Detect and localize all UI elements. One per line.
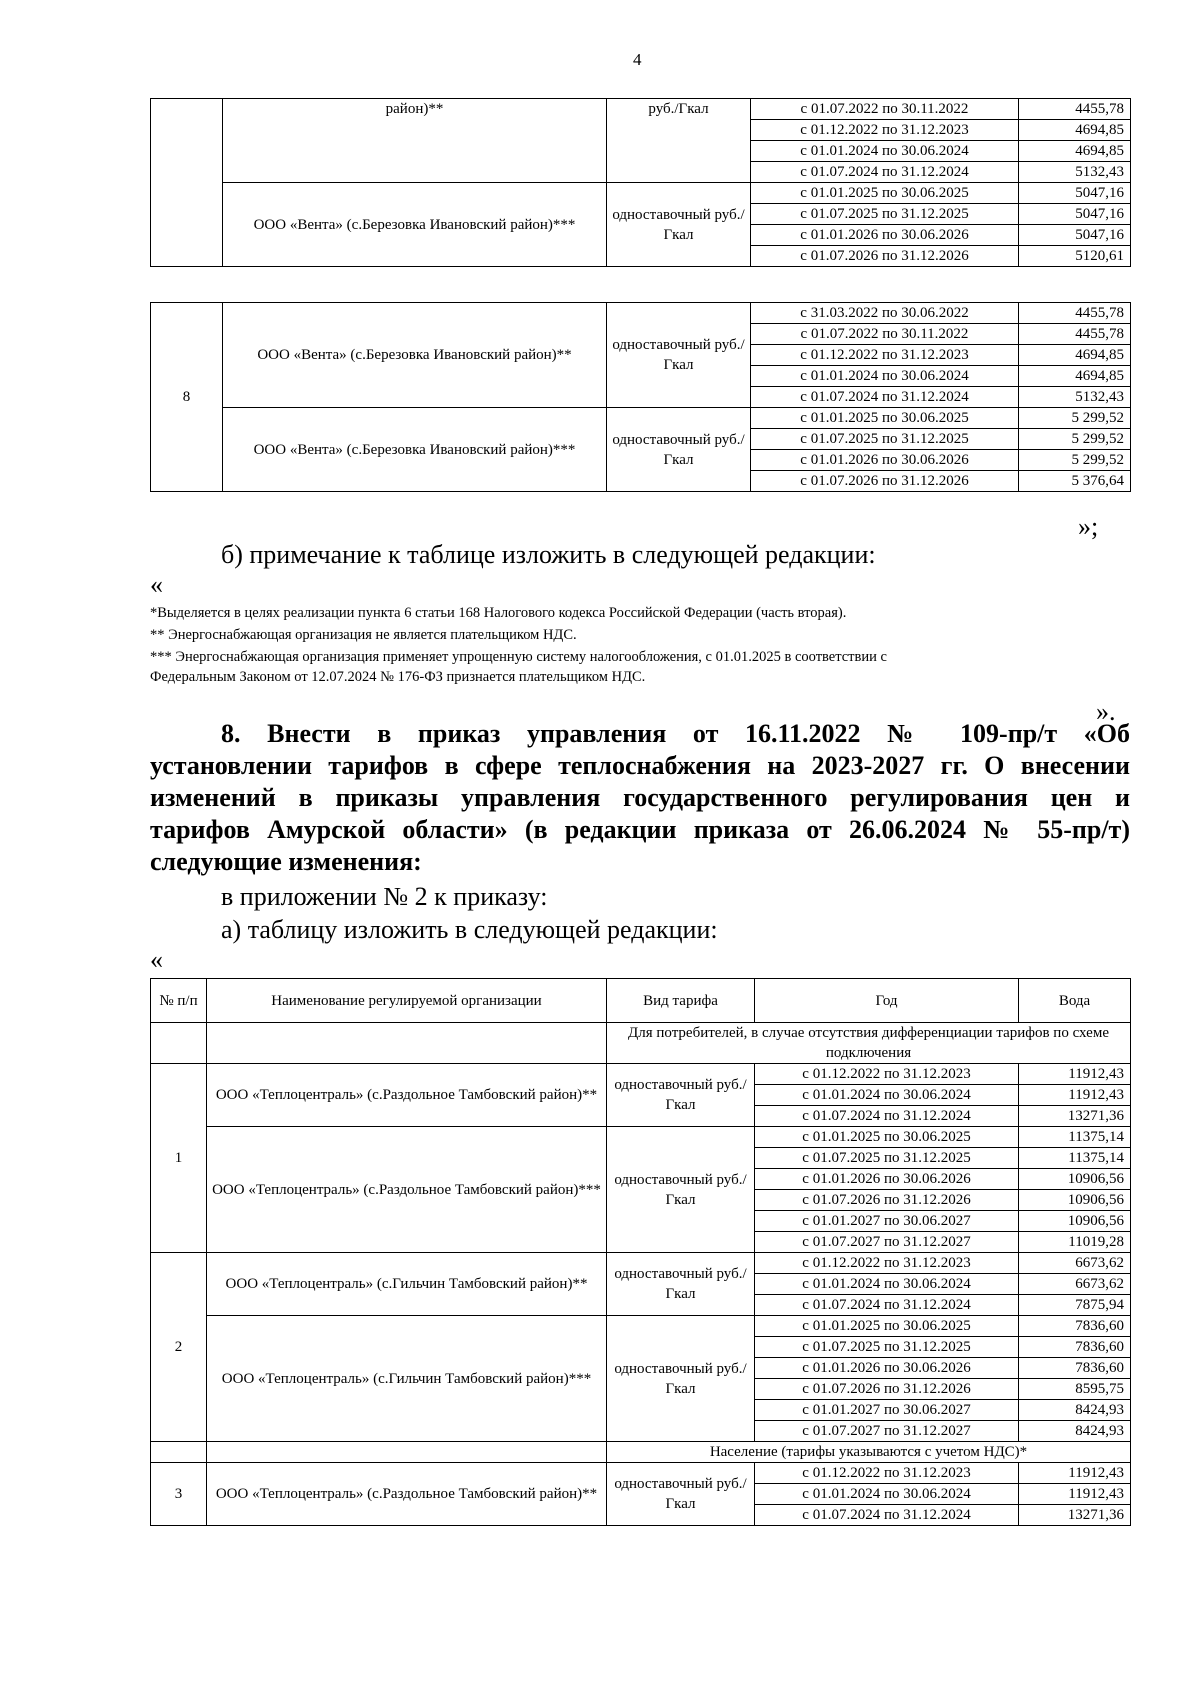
table-row: [151, 408, 1131, 429]
period: с 01.12.2022 по 31.12.2023: [755, 1253, 1019, 1274]
period: с 31.03.2022 по 30.06.2022: [751, 303, 1019, 324]
period: с 01.07.2027 по 31.12.2027: [755, 1421, 1019, 1442]
note-heading: б) примечание к таблице изложить в следующей редакции:: [221, 540, 876, 569]
tariff-type: одноставочный руб./Гкал: [607, 303, 751, 408]
period: с 01.07.2026 по 31.12.2026: [755, 1190, 1019, 1211]
period: с 01.01.2024 по 30.06.2024: [755, 1274, 1019, 1295]
tariff-value: 4694,85: [1019, 141, 1131, 162]
tariff-value: 6673,62: [1019, 1274, 1131, 1295]
tariff-type: одноставочный руб./Гкал: [607, 1316, 755, 1442]
organization-name: район)**: [223, 99, 607, 183]
period: с 01.07.2026 по 31.12.2026: [755, 1379, 1019, 1400]
tariff-value: 10906,56: [1019, 1211, 1131, 1232]
tariff-value: 7836,60: [1019, 1337, 1131, 1358]
organization-name: ООО «Теплоцентраль» (с.Раздольное Тамбовский район)***: [207, 1127, 607, 1253]
header-name: Наименование регулируемой организации: [207, 979, 607, 1023]
empty-cell: [207, 1023, 607, 1064]
tariff-value: 4455,78: [1019, 303, 1131, 324]
section-row-consumers: [151, 1023, 1131, 1064]
tariff-value: 11375,14: [1019, 1148, 1131, 1169]
tariff-type: одноставочный руб./Гкал: [607, 183, 751, 267]
para8-line-1: 8. Внести в приказ управления от 16.11.2022 № 109-пр/т «Об: [221, 719, 1130, 748]
table-line: а) таблицу изложить в следующей редакции:: [221, 915, 718, 944]
para8-line-2: установлении тарифов в сфере теплоснабжения на 2023-2027 гг. О внесении: [150, 751, 1130, 780]
tariff-value: 5 299,52: [1019, 408, 1131, 429]
tariff-value: 5120,61: [1019, 246, 1131, 267]
appendix-line: в приложении № 2 к приказу:: [221, 882, 548, 911]
tariff-value: 4694,85: [1019, 345, 1131, 366]
period: с 01.01.2025 по 30.06.2025: [755, 1316, 1019, 1337]
tariff-table-item-8: [150, 302, 1131, 492]
footnote-1: *Выделяется в целях реализации пункта 6 статьи 168 Налогового кодекса Российской Федерации (часть вторая).: [150, 605, 847, 621]
tariff-value: 11375,14: [1019, 1127, 1131, 1148]
empty-cell: [207, 1442, 607, 1463]
period: с 01.01.2027 по 30.06.2027: [755, 1400, 1019, 1421]
tariff-type: одноставочный руб./Гкал: [607, 1064, 755, 1127]
tariff-value: 5132,43: [1019, 387, 1131, 408]
period: с 01.07.2027 по 31.12.2027: [755, 1232, 1019, 1253]
tariff-value: 5047,16: [1019, 225, 1131, 246]
tariff-value: 11912,43: [1019, 1463, 1131, 1484]
organization-name: ООО «Теплоцентраль» (с.Раздольное Тамбовский район)**: [207, 1463, 607, 1526]
tariff-value: 10906,56: [1019, 1190, 1131, 1211]
closing-quote-2: ».: [1096, 697, 1116, 726]
period: с 01.07.2026 по 31.12.2026: [751, 246, 1019, 267]
table-row: [151, 1253, 1131, 1274]
empty-cell: [151, 1442, 207, 1463]
tariff-value: 5 376,64: [1019, 471, 1131, 492]
tariff-value: 8595,75: [1019, 1379, 1131, 1400]
period: с 01.01.2027 по 30.06.2027: [755, 1211, 1019, 1232]
row-number: [151, 99, 223, 267]
para8-line-5: следующие изменения:: [150, 847, 422, 876]
tariff-value: 6673,62: [1019, 1253, 1131, 1274]
table-row: [151, 303, 1131, 324]
period: с 01.01.2025 по 30.06.2025: [751, 183, 1019, 204]
table-row: [151, 99, 1131, 120]
tariff-value: 4455,78: [1019, 324, 1131, 345]
period: с 01.07.2022 по 30.11.2022: [751, 99, 1019, 120]
section-consumers: Для потребителей, в случае отсутствия дифференциации тарифов по схеме подключения: [607, 1023, 1131, 1064]
tariff-value: 5132,43: [1019, 162, 1131, 183]
period: с 01.12.2022 по 31.12.2023: [755, 1064, 1019, 1085]
tariff-value: 8424,93: [1019, 1421, 1131, 1442]
tariff-type: одноставочный руб./Гкал: [607, 1253, 755, 1316]
table-row: [151, 183, 1131, 204]
header-tariff: Вид тарифа: [607, 979, 755, 1023]
period: с 01.01.2024 по 30.06.2024: [755, 1484, 1019, 1505]
footnote-3-cont: Федеральным Законом от 12.07.2024 № 176-ФЗ признается плательщиком НДС.: [150, 669, 646, 685]
empty-cell: [151, 1023, 207, 1064]
page-number: 4: [633, 50, 642, 69]
tariff-type: одноставочный руб./Гкал: [607, 1127, 755, 1253]
period: с 01.01.2024 по 30.06.2024: [751, 141, 1019, 162]
period: с 01.01.2026 по 30.06.2026: [751, 450, 1019, 471]
header-row: [151, 979, 1131, 1023]
row-number: 8: [151, 303, 223, 492]
period: с 01.07.2022 по 30.11.2022: [751, 324, 1019, 345]
period: с 01.07.2024 по 31.12.2024: [755, 1106, 1019, 1127]
footnote-2: ** Энергоснабжающая организация не является плательщиком НДС.: [150, 627, 577, 643]
table-row: [151, 1316, 1131, 1337]
table-row: [151, 1127, 1131, 1148]
tariff-value: 5 299,52: [1019, 450, 1131, 471]
period: с 01.01.2024 по 30.06.2024: [755, 1085, 1019, 1106]
tariff-value: 11019,28: [1019, 1232, 1131, 1253]
organization-name: ООО «Вента» (с.Березовка Ивановский район)**: [223, 303, 607, 408]
tariff-value: 11912,43: [1019, 1064, 1131, 1085]
period: с 01.01.2025 по 30.06.2025: [755, 1127, 1019, 1148]
tariff-value: 4694,85: [1019, 366, 1131, 387]
period: с 01.07.2024 по 31.12.2024: [755, 1295, 1019, 1316]
period: с 01.07.2026 по 31.12.2026: [751, 471, 1019, 492]
period: с 01.07.2024 по 31.12.2024: [755, 1505, 1019, 1526]
period: с 01.12.2022 по 31.12.2023: [751, 120, 1019, 141]
para8-line-3: изменений в приказы управления государственного регулирования цен и: [150, 783, 1130, 812]
tariff-value: 7836,60: [1019, 1358, 1131, 1379]
paragraph-8: [150, 718, 1130, 878]
tariff-value: 5 299,52: [1019, 429, 1131, 450]
organization-name: ООО «Теплоцентраль» (с.Гильчин Тамбовский район)**: [207, 1253, 607, 1316]
organization-name: ООО «Вента» (с.Березовка Ивановский район)***: [223, 183, 607, 267]
opening-quote-2: «: [150, 945, 163, 974]
row-number: 3: [151, 1463, 207, 1526]
tariff-value: 11912,43: [1019, 1484, 1131, 1505]
tariff-value: 10906,56: [1019, 1169, 1131, 1190]
tariff-table-continued: [150, 98, 1131, 267]
row-number: 1: [151, 1064, 207, 1253]
header-num: № п/п: [151, 979, 207, 1023]
organization-name: ООО «Теплоцентраль» (с.Гильчин Тамбовский район)***: [207, 1316, 607, 1442]
section-row-population: [151, 1442, 1131, 1463]
tariff-type: руб./Гкал: [607, 99, 751, 183]
row-number: 2: [151, 1253, 207, 1442]
period: с 01.01.2024 по 30.06.2024: [751, 366, 1019, 387]
period: с 01.07.2025 по 31.12.2025: [751, 204, 1019, 225]
tariff-table-main: [150, 978, 1131, 1526]
period: с 01.07.2025 по 31.12.2025: [751, 429, 1019, 450]
tariff-value: 7875,94: [1019, 1295, 1131, 1316]
section-population: Население (тарифы указываются с учетом НДС)*: [607, 1442, 1131, 1463]
tariff-value: 4694,85: [1019, 120, 1131, 141]
organization-name: ООО «Вента» (с.Березовка Ивановский район)***: [223, 408, 607, 492]
period: с 01.01.2026 по 30.06.2026: [755, 1358, 1019, 1379]
tariff-value: 13271,36: [1019, 1106, 1131, 1127]
period: с 01.12.2022 по 31.12.2023: [751, 345, 1019, 366]
period: с 01.01.2026 по 30.06.2026: [751, 225, 1019, 246]
period: с 01.07.2025 по 31.12.2025: [755, 1148, 1019, 1169]
tariff-value: 5047,16: [1019, 204, 1131, 225]
period: с 01.01.2026 по 30.06.2026: [755, 1169, 1019, 1190]
opening-quote-1: «: [150, 570, 163, 599]
tariff-value: 5047,16: [1019, 183, 1131, 204]
table-row: [151, 1463, 1131, 1484]
para8-line-4: тарифов Амурской области» (в редакции приказа от 26.06.2024 № 55-пр/т): [150, 815, 1130, 844]
period: с 01.07.2024 по 31.12.2024: [751, 387, 1019, 408]
footnote-3: *** Энергоснабжающая организация применяет упрощенную систему налогообложения, с 01.01.2025 в соответствии с: [150, 649, 887, 665]
tariff-value: 13271,36: [1019, 1505, 1131, 1526]
tariff-value: 7836,60: [1019, 1316, 1131, 1337]
period: с 01.12.2022 по 31.12.2023: [755, 1463, 1019, 1484]
tariff-type: одноставочный руб./Гкал: [607, 1463, 755, 1526]
closing-quote-1: »;: [1078, 512, 1099, 541]
period: с 01.01.2025 по 30.06.2025: [751, 408, 1019, 429]
tariff-type: одноставочный руб./Гкал: [607, 408, 751, 492]
period: с 01.07.2025 по 31.12.2025: [755, 1337, 1019, 1358]
tariff-value: 8424,93: [1019, 1400, 1131, 1421]
header-water: Вода: [1019, 979, 1131, 1023]
period: с 01.07.2024 по 31.12.2024: [751, 162, 1019, 183]
organization-name: ООО «Теплоцентраль» (с.Раздольное Тамбовский район)**: [207, 1064, 607, 1127]
tariff-value: 11912,43: [1019, 1085, 1131, 1106]
tariff-value: 4455,78: [1019, 99, 1131, 120]
table-row: [151, 1064, 1131, 1085]
header-year: Год: [755, 979, 1019, 1023]
